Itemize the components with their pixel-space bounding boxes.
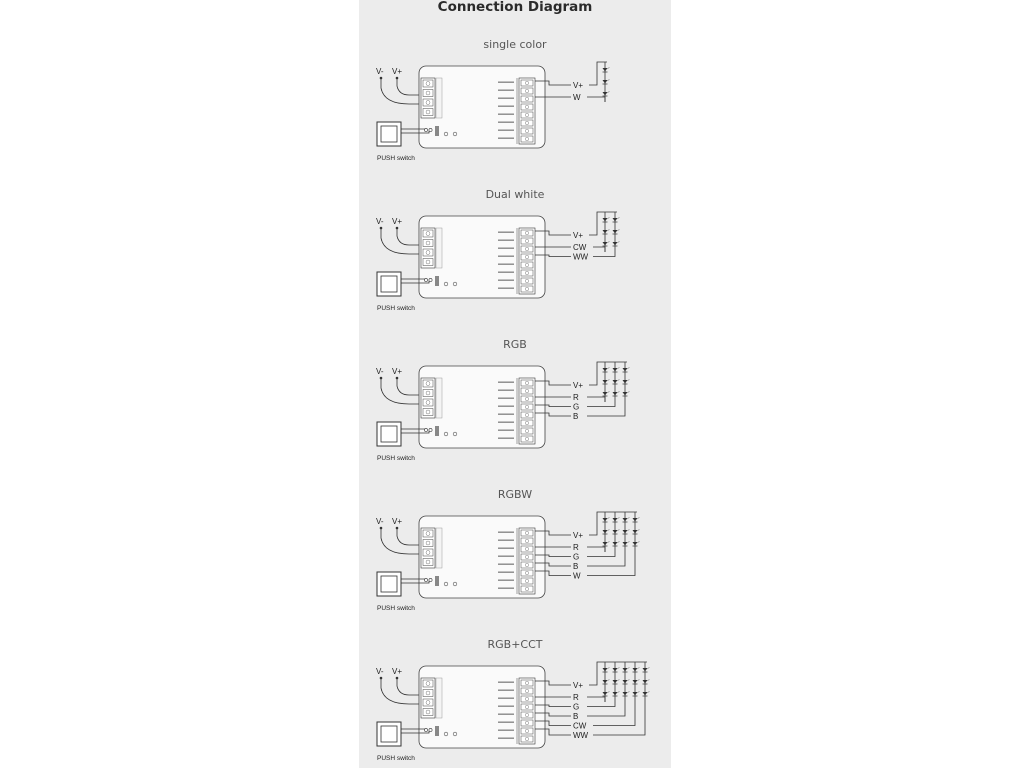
supply-label-vminus: V- xyxy=(376,217,384,226)
input-terminal-screw xyxy=(423,699,433,706)
output-terminal-screw xyxy=(521,380,533,386)
led-icon xyxy=(613,230,618,234)
supply-label-vminus: V- xyxy=(376,667,384,676)
output-label-vplus: V+ xyxy=(573,531,584,540)
led-icon xyxy=(623,368,628,372)
page-title: Connection Diagram xyxy=(437,0,593,15)
supply-wire-negative xyxy=(381,378,421,404)
output-terminal-screw xyxy=(521,286,533,292)
supply-wire-negative xyxy=(381,228,421,254)
output-label-channel: WW xyxy=(573,731,589,740)
output-terminal-screw xyxy=(521,688,533,694)
led-channel-wire xyxy=(593,247,605,252)
output-terminal-screw xyxy=(521,578,533,584)
output-label-vplus: V+ xyxy=(573,381,584,390)
output-label-vplus: V+ xyxy=(573,81,584,90)
supply-wire-positive xyxy=(397,228,421,245)
led-icon xyxy=(643,680,648,684)
output-label-vplus: V+ xyxy=(573,231,584,240)
input-terminal-screw xyxy=(423,680,433,687)
led-icon xyxy=(603,80,608,84)
supply-wire-positive xyxy=(397,678,421,695)
output-label-channel: G xyxy=(573,552,580,562)
led-icon xyxy=(623,518,628,522)
push-switch-label: PUSH switch xyxy=(377,155,415,162)
output-terminal-screw xyxy=(521,420,533,426)
supply-wire-positive xyxy=(397,378,421,395)
led-channel-wire xyxy=(587,702,615,707)
led-icon xyxy=(613,668,618,672)
input-terminal-screw xyxy=(423,109,433,116)
output-label-channel: G xyxy=(573,702,580,712)
led-channel-wire xyxy=(593,702,635,726)
led-icon xyxy=(623,392,628,396)
led-icon xyxy=(603,92,608,96)
output-terminal-screw xyxy=(521,88,533,94)
output-terminal-screw xyxy=(521,736,533,742)
input-terminal-screw xyxy=(423,530,433,537)
led-icon xyxy=(603,392,608,396)
led-channel-wire xyxy=(593,702,645,735)
input-terminal-screw xyxy=(423,380,433,387)
led-channel-wire xyxy=(587,552,625,566)
led-icon xyxy=(623,530,628,534)
led-icon xyxy=(603,668,608,672)
wiring-section-1 xyxy=(376,188,620,312)
output-label-channel: G xyxy=(573,402,580,412)
supply-label-vplus: V+ xyxy=(392,517,403,526)
output-label-channel: W xyxy=(573,571,581,581)
led-icon xyxy=(633,680,638,684)
connection-diagrams xyxy=(359,0,671,768)
wiring-section-0 xyxy=(376,38,610,162)
led-icon xyxy=(603,530,608,534)
output-terminal-screw xyxy=(521,428,533,434)
output-label-channel: B xyxy=(573,712,579,721)
output-terminal-screw xyxy=(521,278,533,284)
output-label-channel: R xyxy=(573,393,579,402)
led-channel-wire xyxy=(593,252,615,257)
led-icon xyxy=(623,692,628,696)
led-channel-wire xyxy=(587,402,615,407)
output-terminal-screw xyxy=(521,546,533,552)
wiring-section-4 xyxy=(376,638,650,762)
supply-label-vminus: V- xyxy=(376,517,384,526)
output-label-channel: B xyxy=(573,412,579,421)
output-label-channel: CW xyxy=(573,243,587,252)
led-icon xyxy=(603,242,608,246)
output-terminal-screw xyxy=(521,230,533,236)
supply-wire-positive xyxy=(397,78,421,95)
led-channel-wire xyxy=(587,552,635,576)
section-title: single color xyxy=(483,38,547,51)
input-terminal-screw xyxy=(423,559,433,566)
led-channel-wire xyxy=(587,547,605,552)
output-terminal-screw xyxy=(521,412,533,418)
led-channel-wire xyxy=(587,697,605,702)
led-icon xyxy=(633,692,638,696)
section-title: Dual white xyxy=(485,188,545,201)
input-terminal-screw xyxy=(423,249,433,256)
led-icon xyxy=(603,230,608,234)
output-label-channel: CW xyxy=(573,721,587,731)
output-terminal-screw xyxy=(521,570,533,576)
led-icon xyxy=(603,380,608,384)
push-switch-label: PUSH switch xyxy=(377,605,415,612)
led-vplus-bus xyxy=(589,662,647,685)
diagram-panel xyxy=(359,0,671,768)
output-label-channel: W xyxy=(573,93,581,102)
led-icon xyxy=(603,692,608,696)
led-icon xyxy=(613,692,618,696)
led-vplus-bus xyxy=(589,512,637,535)
supply-label-vplus: V+ xyxy=(392,667,403,676)
led-icon xyxy=(613,392,618,396)
wiring-section-2 xyxy=(376,338,630,462)
output-terminal-screw xyxy=(521,262,533,268)
output-terminal-screw xyxy=(521,238,533,244)
output-terminal-screw xyxy=(521,554,533,560)
input-terminal-screw xyxy=(423,99,433,106)
input-terminal-screw xyxy=(423,409,433,416)
output-terminal-screw xyxy=(521,712,533,718)
output-label-channel: R xyxy=(573,543,579,552)
input-terminal-screw xyxy=(423,549,433,556)
led-channel-wire xyxy=(587,402,625,416)
output-terminal-screw xyxy=(521,388,533,394)
supply-wire-positive xyxy=(397,528,421,545)
led-channel-wire xyxy=(587,397,605,402)
input-terminal-screw xyxy=(423,230,433,237)
push-switch-button xyxy=(381,276,397,292)
output-terminal-screw xyxy=(521,586,533,592)
output-terminal-screw xyxy=(521,696,533,702)
led-vplus-bus xyxy=(589,362,627,385)
input-terminal-screw xyxy=(423,259,433,266)
push-switch-label: PUSH switch xyxy=(377,455,415,462)
output-terminal-screw xyxy=(521,254,533,260)
led-icon xyxy=(623,542,628,546)
push-switch-button xyxy=(381,126,397,142)
supply-wire-negative xyxy=(381,678,421,704)
input-terminal-screw xyxy=(423,90,433,97)
input-terminal-screw xyxy=(423,709,433,716)
push-switch-button xyxy=(381,576,397,592)
wiring-section-3 xyxy=(376,488,640,612)
push-switch-button xyxy=(381,726,397,742)
led-icon xyxy=(603,68,608,72)
output-terminal-screw xyxy=(521,104,533,110)
led-channel-wire xyxy=(587,97,605,102)
led-icon xyxy=(613,518,618,522)
push-switch-button xyxy=(381,426,397,442)
supply-label-vminus: V- xyxy=(376,367,384,376)
output-terminal-screw xyxy=(521,562,533,568)
led-icon xyxy=(623,668,628,672)
led-icon xyxy=(613,380,618,384)
output-terminal-screw xyxy=(521,396,533,402)
output-terminal-screw xyxy=(521,112,533,118)
supply-label-vplus: V+ xyxy=(392,217,403,226)
output-terminal-screw xyxy=(521,530,533,536)
led-vplus-bus xyxy=(589,212,617,235)
output-terminal-screw xyxy=(521,704,533,710)
output-label-channel: WW xyxy=(573,252,589,262)
input-terminal-screw xyxy=(423,399,433,406)
output-terminal-screw xyxy=(521,136,533,142)
led-icon xyxy=(633,542,638,546)
section-title: RGB+CCT xyxy=(487,638,543,651)
output-terminal-screw xyxy=(521,96,533,102)
output-terminal-screw xyxy=(521,436,533,442)
led-icon xyxy=(623,380,628,384)
output-terminal-screw xyxy=(521,728,533,734)
led-icon xyxy=(633,530,638,534)
led-icon xyxy=(613,368,618,372)
led-icon xyxy=(603,218,608,222)
output-label-channel: R xyxy=(573,693,579,702)
led-icon xyxy=(633,668,638,672)
output-terminal-screw xyxy=(521,270,533,276)
output-terminal-screw xyxy=(521,120,533,126)
led-channel-wire xyxy=(587,552,615,557)
output-terminal-screw xyxy=(521,246,533,252)
input-terminal-screw xyxy=(423,240,433,247)
led-icon xyxy=(613,542,618,546)
supply-wire-negative xyxy=(381,528,421,554)
section-title: RGBW xyxy=(497,488,533,501)
section-title: RGB xyxy=(503,338,527,351)
led-icon xyxy=(603,680,608,684)
supply-label-vplus: V+ xyxy=(392,367,403,376)
led-icon xyxy=(613,680,618,684)
led-icon xyxy=(613,218,618,222)
input-terminal-screw xyxy=(423,80,433,87)
output-label-vplus: V+ xyxy=(573,681,584,690)
supply-wire-negative xyxy=(381,78,421,104)
led-icon xyxy=(613,242,618,246)
supply-label-vplus: V+ xyxy=(392,67,403,76)
push-switch-label: PUSH switch xyxy=(377,305,415,312)
output-label-channel: B xyxy=(573,562,579,571)
output-terminal-screw xyxy=(521,680,533,686)
led-channel-wire xyxy=(587,702,625,716)
led-icon xyxy=(613,530,618,534)
output-terminal-screw xyxy=(521,404,533,410)
led-icon xyxy=(603,518,608,522)
output-terminal-screw xyxy=(521,538,533,544)
supply-label-vminus: V- xyxy=(376,67,384,76)
led-icon xyxy=(643,692,648,696)
output-terminal-screw xyxy=(521,128,533,134)
led-icon xyxy=(643,668,648,672)
led-icon xyxy=(603,542,608,546)
led-icon xyxy=(633,518,638,522)
input-terminal-screw xyxy=(423,390,433,397)
input-terminal-screw xyxy=(423,540,433,547)
output-terminal-screw xyxy=(521,80,533,86)
push-switch-label: PUSH switch xyxy=(377,755,415,762)
input-terminal-screw xyxy=(423,690,433,697)
led-icon xyxy=(623,680,628,684)
output-terminal-screw xyxy=(521,720,533,726)
led-icon xyxy=(603,368,608,372)
